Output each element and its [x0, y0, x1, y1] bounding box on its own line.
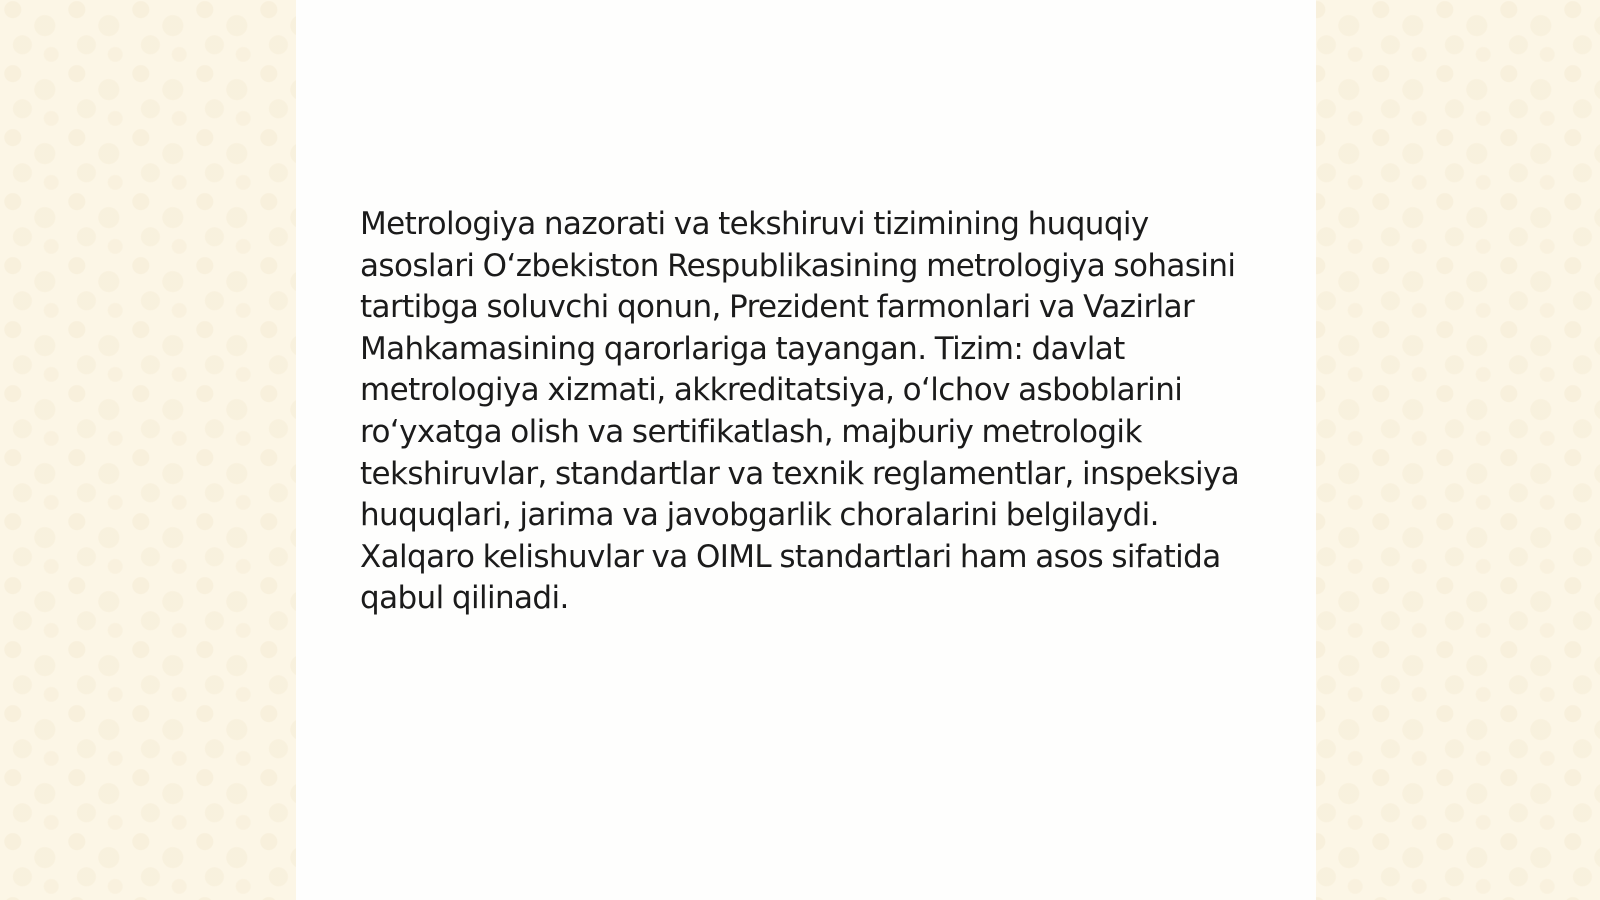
left-background-panel — [0, 0, 296, 900]
slide-canvas — [296, 0, 1316, 900]
slide-body-text: Metrologiya nazorati va tekshiruvi tizimining huquqiy asoslari Oʻzbekiston Respublikasining metrologiya sohasini tartibga soluvchi qonun, Prezident farmonlari va Vazirlar Mahkamasining qarorlariga tayangan. Tizim: davlat metrologiya xizmati, akkreditatsiya, oʻlchov asboblarini roʻyxatga olish va sertifikatlash, majburiy metrologik tekshiruvlar, standartlar va texnik reglamentlar, inspeksiya huquqlari, jarima va javobgarlik choralarini belgilaydi. Xalqaro kelishuvlar va OIML standartlari ham asos sifatida qabul qilinadi. — [360, 206, 1240, 617]
right-background-panel — [1304, 0, 1600, 900]
